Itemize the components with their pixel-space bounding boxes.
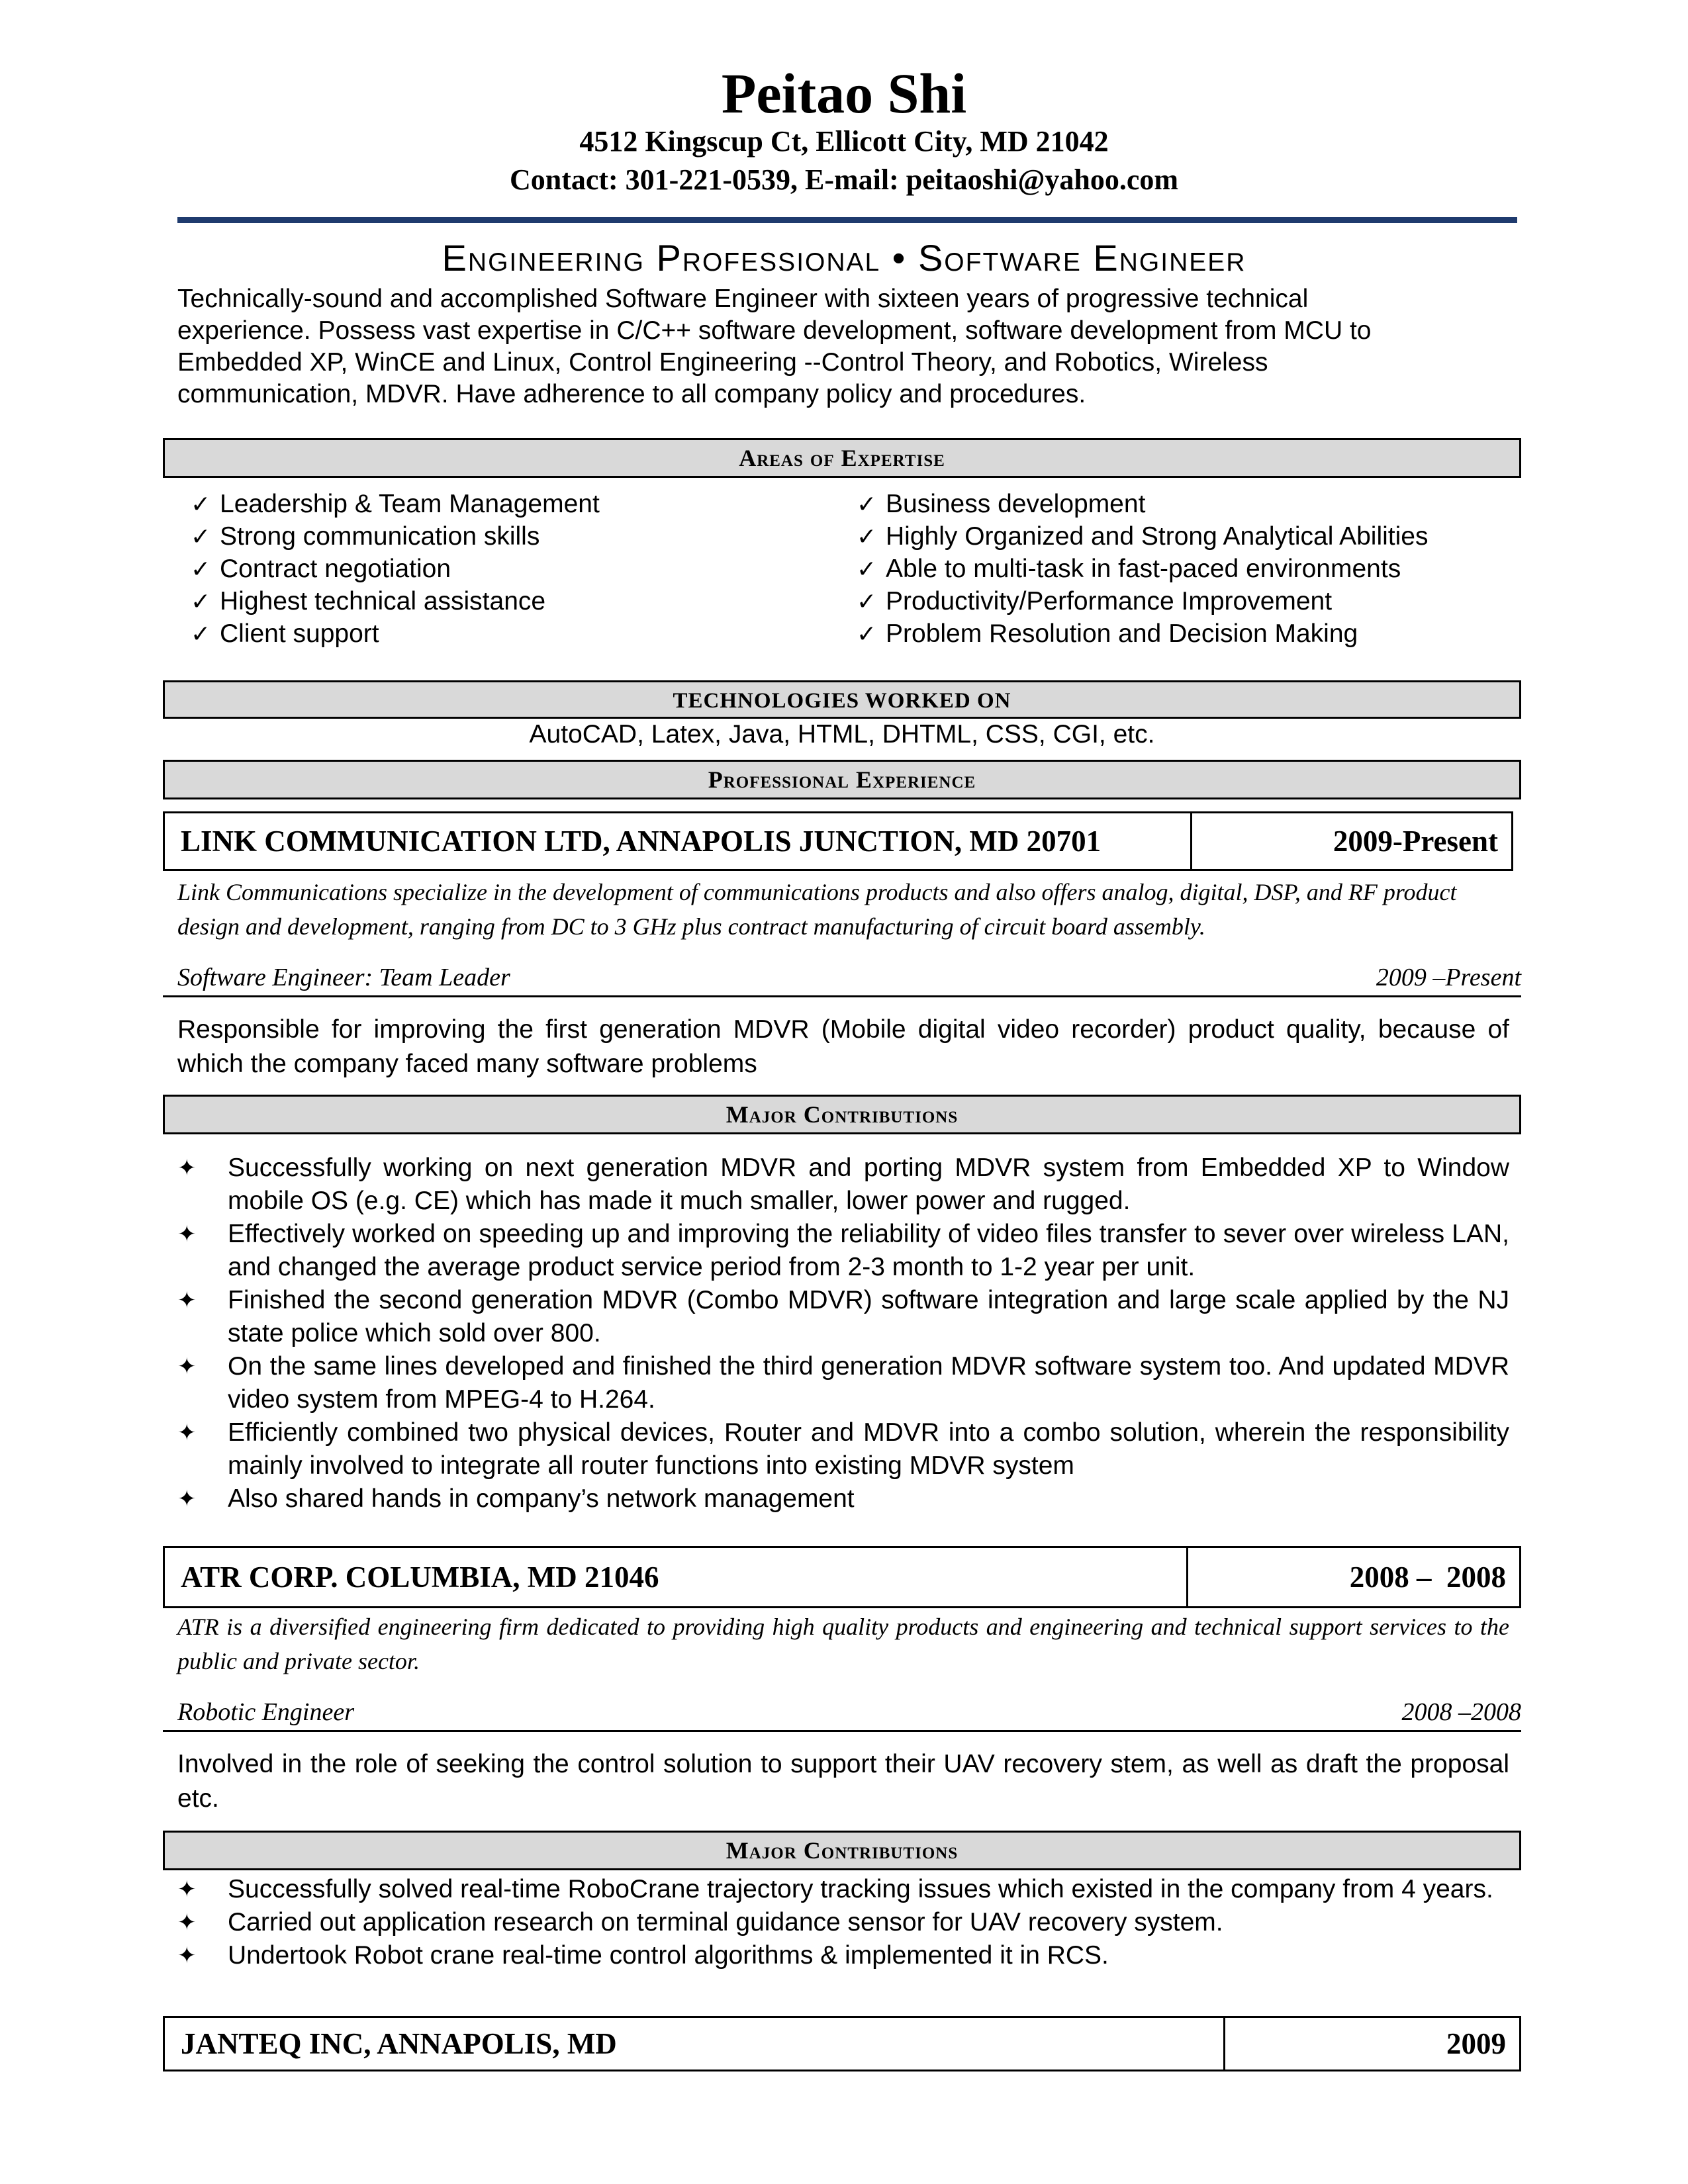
check-icon: ✓ (857, 621, 877, 648)
job-responsibility: Responsible for improving the first generation MDVR (Mobile digital video recorder) product quality, because of which the company faced many software problems (177, 1015, 1509, 1078)
role-dates: 2009 –Present (1376, 964, 1521, 991)
list-item: ✓ Contract negotiation (191, 553, 600, 586)
company-description: Link Communications specialize in the development of communications products and also offers analog, digital, DSP, and RF product design and development, ranging from DC to 3 GHz plus contract manufacturing of circuit board assembly. (177, 879, 1457, 940)
list-item: ✦ Successfully solved real-time RoboCrane trajectory tracking issues which existed in the company from 4 years. (177, 1873, 1509, 1906)
summary: Technically-sound and accomplished Software Engineer with sixteen years of progressive technical experience. Possess vast expertise in C/C++ software development, software development from MCU to Embedded XP, WinCE and Linux, Control Engineering --Control Theory, and Robotics, Wireless communication, MDVR. Have adherence to all company policy and procedures. (177, 285, 1372, 408)
role-dates: 2008 –2008 (1401, 1698, 1521, 1726)
check-icon: ✓ (191, 491, 211, 518)
list-item: ✦ Also shared hands in company’s network management (177, 1482, 1509, 1516)
list-item: ✓ Leadership & Team Management (191, 488, 600, 521)
check-icon: ✓ (857, 523, 877, 551)
check-icon: ✓ (857, 556, 877, 583)
company-header (163, 1546, 1521, 1608)
check-icon: ✓ (191, 621, 211, 648)
bullet-icon: ✦ (177, 1287, 197, 1314)
company-dates: 2009-Present (1190, 813, 1511, 869)
list-item: ✓ Problem Resolution and Decision Making (857, 618, 1428, 651)
company-header (163, 811, 1513, 871)
header-divider (177, 217, 1517, 223)
list-item: ✦ Finished the second generation MDVR (Combo MDVR) software integration and large scale applied by the NJ state police which sold over 800. (177, 1284, 1509, 1350)
list-item: ✓ Highest technical assistance (191, 586, 600, 618)
resume-name: Peitao Shi (721, 62, 967, 125)
check-icon: ✓ (857, 588, 877, 615)
job-responsibility: Involved in the role of seeking the control solution to support their UAV recovery stem, as well as draft the proposal etc. (177, 1750, 1509, 1813)
list-item: ✦ Effectively worked on speeding up and improving the reliability of video files transfer to sever over wireless LAN, and changed the average product service period from 2-3 month to 1-2 year per unit. (177, 1218, 1509, 1284)
role-divider (163, 995, 1521, 997)
bullet-icon: ✦ (177, 1909, 197, 1936)
bullet-icon: ✦ (177, 1942, 197, 1969)
job-role (177, 1696, 1521, 1729)
company-header (163, 2016, 1521, 2071)
company-dates: 2008 – 2008 (1186, 1548, 1519, 1606)
experience-header: Professional Experience (163, 760, 1521, 799)
contact-line: Contact: 301-221-0539, E-mail: peitaoshi@yahoo.com (509, 163, 1179, 196)
bullet-icon: ✦ (177, 1420, 197, 1446)
check-icon: ✓ (857, 491, 877, 518)
company-name: ATR CORP. COLUMBIA, MD 21046 (181, 1561, 659, 1594)
company-name: JANTEQ INC, ANNAPOLIS, MD (181, 2027, 617, 2060)
company-description: ATR is a diversified engineering firm dedicated to providing high quality products and engineering and technical support services to the public and private sector. (177, 1614, 1509, 1674)
bullet-icon: ✦ (177, 1876, 197, 1903)
role-title: Software Engineer: Team Leader (177, 964, 510, 991)
role-divider (163, 1730, 1521, 1732)
bullet-icon: ✦ (177, 1221, 197, 1248)
list-item: ✦ Undertook Robot crane real-time control algorithms & implemented it in RCS. (177, 1939, 1509, 1972)
list-item: ✓ Client support (191, 618, 600, 651)
list-item: ✓ Able to multi-task in fast-paced environments (857, 553, 1428, 586)
list-item: ✓ Strong communication skills (191, 521, 600, 553)
job-role (177, 961, 1521, 994)
contributions-header: Major Contributions (163, 1831, 1521, 1870)
role-title: Robotic Engineer (177, 1698, 354, 1726)
list-item: ✦ Carried out application research on terminal guidance sensor for UAV recovery system. (177, 1906, 1509, 1939)
contributions-list (177, 1152, 1509, 1516)
check-icon: ✓ (191, 556, 211, 583)
contributions-header: Major Contributions (163, 1095, 1521, 1134)
address: 4512 Kingscup Ct, Ellicott City, MD 21042 (579, 125, 1109, 158)
bullet-icon: ✦ (177, 1353, 197, 1380)
check-icon: ✓ (191, 523, 211, 551)
list-item: ✓ Business development (857, 488, 1428, 521)
company-dates: 2009 (1223, 2018, 1519, 2070)
expertise-header: Areas of Expertise (163, 438, 1521, 478)
expertise-list-right (857, 488, 1428, 651)
list-item: ✓ Highly Organized and Strong Analytical Abilities (857, 521, 1428, 553)
contributions-list (177, 1873, 1509, 1972)
bullet-icon: ✦ (177, 1486, 197, 1512)
list-item: ✦ On the same lines developed and finished the third generation MDVR software system too. And updated MDVR video system from MPEG-4 to H.264. (177, 1350, 1509, 1416)
professional-tagline: Engineering Professional • Software Engineer (442, 237, 1246, 279)
list-item: ✦ Successfully working on next generation MDVR and porting MDVR system from Embedded XP to Window mobile OS (e.g. CE) which has made it much smaller, lower power and rugged. (177, 1152, 1509, 1218)
bullet-icon: ✦ (177, 1155, 197, 1181)
check-icon: ✓ (191, 588, 211, 615)
technologies-list: AutoCAD, Latex, Java, HTML, DHTML, CSS, CGI, etc. (529, 720, 1155, 749)
expertise-list-left (191, 488, 600, 651)
list-item: ✦ Efficiently combined two physical devices, Router and MDVR into a combo solution, wherein the responsibility mainly involved to integrate all router functions into existing MDVR system (177, 1416, 1509, 1482)
list-item: ✓ Productivity/Performance Improvement (857, 586, 1428, 618)
technologies-header: TECHNOLOGIES WORKED ON (163, 680, 1521, 719)
company-name: LINK COMMUNICATION LTD, ANNAPOLIS JUNCTION, MD 20701 (181, 825, 1102, 858)
